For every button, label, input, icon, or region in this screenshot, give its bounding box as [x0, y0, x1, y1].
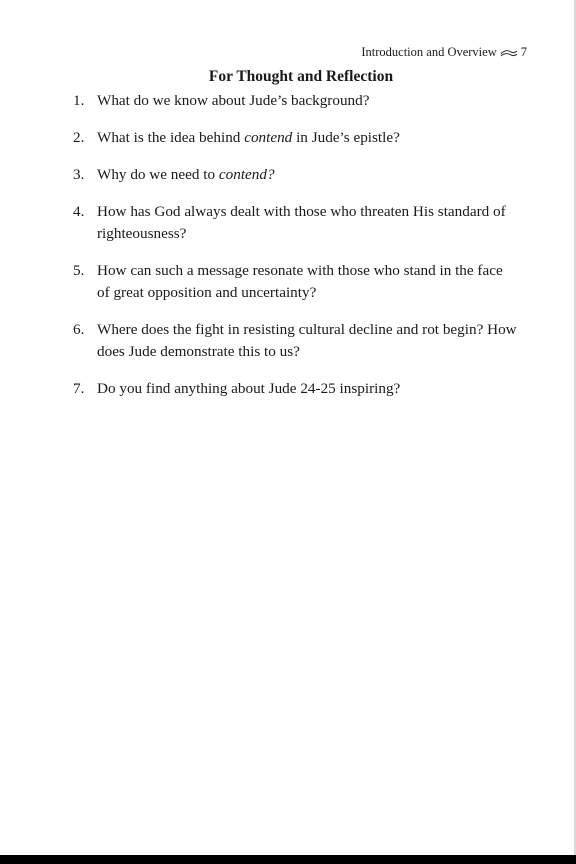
question-item	[73, 378, 518, 400]
question-item	[73, 319, 518, 363]
question-text	[97, 127, 518, 149]
question-text-part: Do you find anything about Jude 24-25 inspiring?	[97, 380, 401, 397]
question-text-part: How can such a message resonate with those who stand in the face of great opposition and uncertainty?	[97, 262, 503, 301]
question-text-part: What do we know about Jude’s background?	[97, 92, 370, 109]
question-emphasis: contend	[244, 129, 293, 146]
question-number: 6.	[73, 321, 85, 338]
question-text-part: What is the idea behind	[97, 129, 245, 146]
question-item	[73, 260, 518, 304]
question-item	[73, 201, 518, 245]
section-heading: For Thought and Reflection	[208, 68, 394, 85]
question-text	[97, 378, 518, 400]
question-number: 4.	[73, 203, 85, 220]
tilde-ornament-icon	[500, 48, 518, 58]
question-item	[73, 127, 518, 149]
question-number: 5.	[73, 262, 85, 279]
running-header	[361, 45, 527, 60]
question-item	[73, 90, 518, 112]
question-text	[97, 164, 518, 186]
question-text-part: Why do we need to	[97, 166, 219, 183]
question-text	[97, 260, 518, 304]
question-text-part: in Jude’s epistle?	[292, 129, 400, 146]
bottom-edge-bar	[0, 855, 576, 864]
page-number: 7	[520, 45, 527, 59]
question-text	[97, 201, 518, 245]
question-text-part: How has God always dealt with those who threaten His standard of righteousness?	[97, 203, 506, 242]
question-emphasis: contend?	[218, 166, 275, 183]
question-number: 1.	[73, 92, 85, 109]
question-item	[73, 164, 518, 186]
running-title: Introduction and Overview	[361, 45, 497, 59]
question-number: 7.	[73, 380, 85, 397]
question-text	[97, 90, 518, 112]
question-list	[73, 90, 518, 415]
question-text-part: Where does the fight in resisting cultural decline and rot begin? How does Jude demonstrate this to us?	[97, 321, 517, 360]
question-text	[97, 319, 518, 363]
question-number: 3.	[73, 166, 85, 183]
question-number: 2.	[73, 129, 85, 146]
